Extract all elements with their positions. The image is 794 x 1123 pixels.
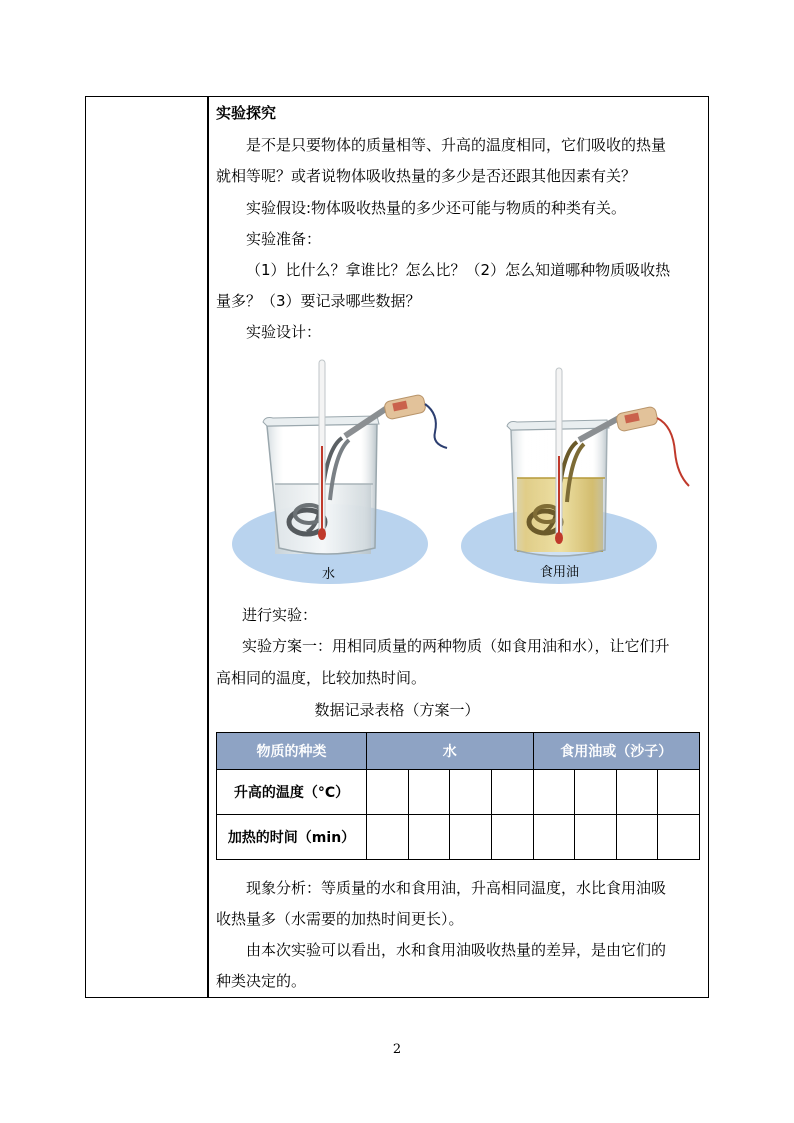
design-text: 实验设计： — [246, 323, 322, 341]
oil-beaker-illustration — [461, 368, 689, 584]
analysis-line-2: 收热量多（水需要的加热时间更长）。 — [216, 910, 464, 928]
table-cell[interactable] — [533, 770, 575, 815]
data-record-table — [216, 732, 700, 860]
section-heading: 实验探究 — [216, 104, 277, 122]
table-caption: 数据记录表格（方案一） — [314, 701, 480, 719]
row-label-temperature: 升高的温度（°C） — [217, 770, 367, 815]
table-cell[interactable] — [491, 815, 533, 860]
conclusion-line-1: 由本次实验可以看出，水和食用油吸收热量的差异，是由它们的 — [246, 941, 667, 959]
conclusion-line-2: 种类决定的。 — [216, 972, 307, 990]
table-cell[interactable] — [367, 770, 409, 815]
header-water: 水 — [367, 733, 534, 770]
hypothesis-text: 实验假设:物体吸收热量的多少还可能与物质的种类有关。 — [246, 199, 627, 217]
table-cell[interactable] — [450, 770, 492, 815]
table-header-row — [217, 733, 700, 770]
table-cell[interactable] — [575, 815, 617, 860]
page-number: 2 — [392, 1042, 402, 1057]
header-oil-or-sand: 食用油或（沙子） — [533, 733, 700, 770]
table-cell[interactable] — [367, 815, 409, 860]
column-divider — [207, 97, 209, 997]
plan-line-1: 实验方案一：用相同质量的两种物质（如食用油和水），让它们升 — [242, 637, 670, 655]
row-label-time: 加热的时间（min） — [217, 815, 367, 860]
intro-line-2: 就相等呢？或者说物体吸收热量的多少是否还跟其他因素有关？ — [216, 167, 637, 185]
experiment-figure — [227, 356, 697, 588]
table-cell[interactable] — [658, 770, 700, 815]
questions-line-1: （1）比什么？拿谁比？怎么比？（2）怎么知道哪种物质吸收热 — [246, 261, 671, 279]
table-row — [217, 815, 700, 860]
table-cell[interactable] — [533, 815, 575, 860]
analysis-line-1: 现象分析：等质量的水和食用油，升高相同温度，水比食用油吸 — [246, 879, 667, 897]
table-cell[interactable] — [616, 770, 658, 815]
intro-line-1: 是不是只要物体的质量相等、升高的温度相同，它们吸收的热量 — [246, 136, 667, 154]
questions-line-2: 量多？（3）要记录哪些数据？ — [216, 292, 421, 310]
table-cell[interactable] — [616, 815, 658, 860]
table-cell[interactable] — [575, 770, 617, 815]
table-row — [217, 770, 700, 815]
preparation-text: 实验准备： — [246, 230, 322, 248]
oil-caption: 食用油 — [540, 565, 580, 580]
conduct-text: 进行实验： — [242, 606, 318, 624]
water-beaker-illustration — [232, 360, 447, 584]
header-substance-type: 物质的种类 — [217, 733, 367, 770]
water-caption: 水 — [322, 567, 336, 582]
table-cell[interactable] — [491, 770, 533, 815]
table-cell[interactable] — [408, 770, 450, 815]
table-cell[interactable] — [408, 815, 450, 860]
table-cell[interactable] — [658, 815, 700, 860]
plan-line-2: 高相同的温度，比较加热时间。 — [216, 669, 427, 687]
table-cell[interactable] — [450, 815, 492, 860]
